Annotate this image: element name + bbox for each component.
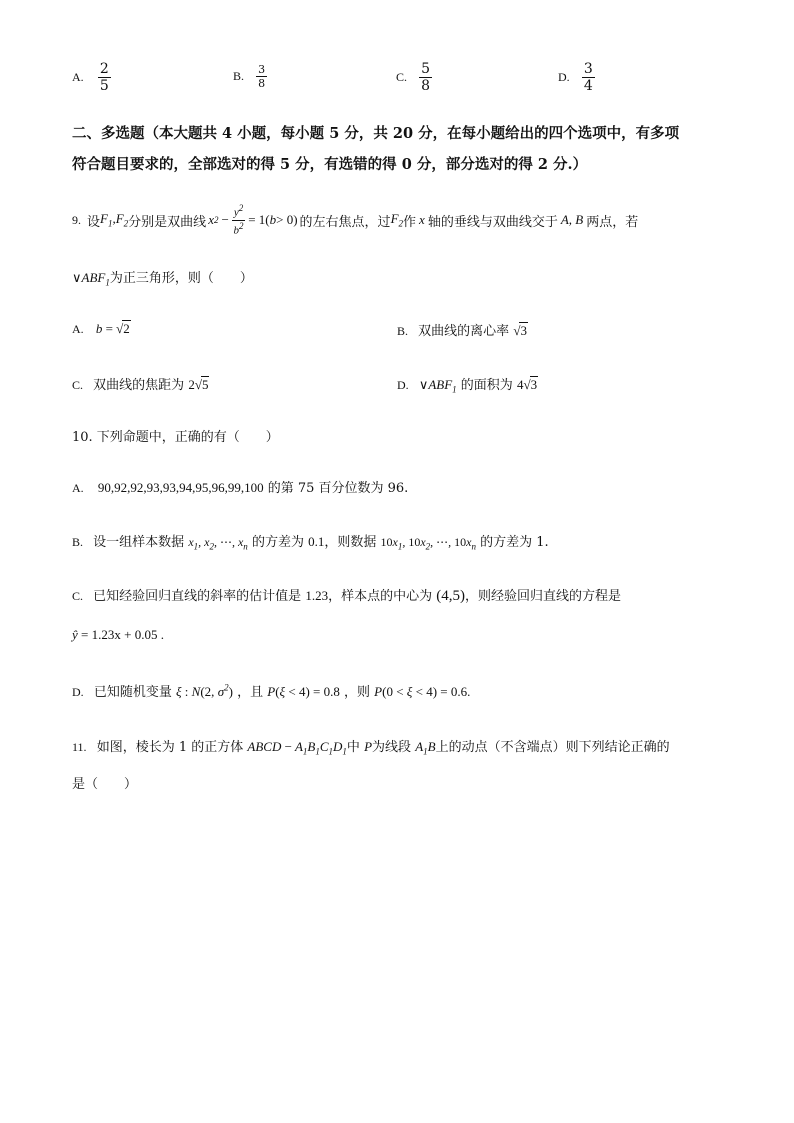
option-label: D. <box>72 685 84 699</box>
question-number: 9. <box>72 212 81 227</box>
option-text: 双曲线的焦距为 <box>93 378 185 393</box>
q11-stem-line2: 是（ ） <box>72 777 138 792</box>
denominator: 4 <box>583 78 593 94</box>
option-text: 设一组样本数据 <box>93 535 185 550</box>
option-text: 的方差为 1. <box>480 535 549 550</box>
q9-text: 作 <box>403 214 417 230</box>
option-text: ，样本点的中心为 <box>328 589 433 604</box>
option-text: 已知随机变量 <box>93 685 172 700</box>
q9-option-d <box>397 374 538 395</box>
option-text: 已知经验回归直线的斜率的估计值是 <box>93 589 302 604</box>
q11-text: 上的动点（不含端点）则下列结论正确的 <box>435 740 670 755</box>
option-text: 双曲线的离心率 <box>418 324 510 339</box>
option-label: B. <box>397 324 409 338</box>
q9-option-a <box>72 320 131 337</box>
option-label: C. <box>396 70 408 84</box>
q9-text: 的左右焦点，过 <box>299 214 391 230</box>
q9-stem-line2 <box>72 267 253 288</box>
option-text: ，则经验回归直线的方程是 <box>464 589 621 604</box>
denominator: 8 <box>421 78 431 94</box>
fraction <box>98 62 111 93</box>
option-label: A. <box>72 70 84 84</box>
q10-option-c <box>72 585 621 605</box>
q10-option-d: D. 已知随机变量 ξ : N(2, $\sigma^2$) ，且 P(ξ < 4) = 0.8 ，则 P(0 < ξ < 4) = 0.6. <box>72 682 471 700</box>
option-label: D. <box>558 70 570 84</box>
q8-option-d <box>558 62 595 93</box>
q10-option-a <box>72 477 408 496</box>
scaled-data: $10x_1$, $10x_2$, ⋯, $10x_n$ <box>380 535 476 552</box>
option-text: ，则 <box>344 685 371 700</box>
sample-data: $x_1$, $x_2$, ⋯, $x_n$ <box>188 535 248 552</box>
q9-text: 分别是双曲线 <box>128 214 207 230</box>
section-heading-line2: 符合题目要求的，全部选对的得 5 分，有选错的得 0 分，部分选对的得 2 分.） <box>72 156 588 173</box>
q11-text: 如图，棱长为 1 的正方体 <box>96 740 244 755</box>
center-point: (4,5) <box>436 588 465 604</box>
data-list: 90,92,92,93,93,94,95,96,99,100 <box>97 480 264 495</box>
slope-value: 1.23 <box>305 588 329 603</box>
numerator: 3 <box>258 63 266 76</box>
triangle-symbol: $\vee ABF_1$ <box>418 377 457 395</box>
section-heading-line1: 二、多选题（本大题共 4 小题，每小题 5 分，共 20 分，在每小题给出的四个选项中，有多项 <box>72 125 680 142</box>
option-math: 4√3 <box>516 377 538 392</box>
q11-stem-line1 <box>72 736 670 757</box>
q8-option-a <box>72 62 111 93</box>
q8-option-c <box>396 62 432 93</box>
option-math: 2√5 <box>188 377 209 392</box>
q11-text: 中 <box>346 740 360 755</box>
hyperbola-equation: x 2 − $\frac{y^2}{b^2}$ = 1( b > 0) <box>208 203 298 237</box>
q10-stem: 10. 下列命题中，正确的有（ ） <box>72 430 279 445</box>
q8-option-b <box>233 64 267 89</box>
cube-symbol: ABCD − $A_1B_1C_1D_1$ <box>247 739 347 757</box>
focus-symbol: $F_2$ <box>390 211 404 229</box>
denominator: 8 <box>258 77 266 90</box>
x-symbol: x <box>419 212 425 228</box>
numerator: 2 <box>99 61 109 77</box>
q9-option-b <box>397 320 528 339</box>
fraction <box>419 62 432 93</box>
q11-text: 为线段 <box>372 740 412 755</box>
q9-text: 为正三角形，则（ ） <box>109 271 253 286</box>
probability-given: P(ξ < 4) = 0.8 <box>267 684 340 699</box>
q10-option-c-equation <box>72 627 164 643</box>
foci-symbols: $F_1,F_2$ <box>100 211 129 229</box>
q9-stem-line1 <box>72 204 638 236</box>
probability-claim: P(0 < ξ < 4) = 0.6 <box>374 684 468 699</box>
option-label: D. <box>397 378 409 392</box>
segment-symbol: $A_1B$ <box>415 739 436 757</box>
option-text: ，且 <box>237 685 264 700</box>
random-variable: ξ : N(2, $\sigma^2$) <box>175 682 233 699</box>
q9-option-c <box>72 374 209 393</box>
option-label: B. <box>233 69 245 83</box>
numerator: 3 <box>583 61 593 77</box>
question-number: 11. <box>72 740 87 754</box>
point-p: P <box>364 739 373 754</box>
option-text: 的第 75 百分位数为 96. <box>263 481 409 496</box>
fraction <box>582 62 595 93</box>
q10-option-b <box>72 531 549 551</box>
option-math: b = √2 <box>95 321 130 336</box>
regression-equation: = 1.23x + 0.05 . <box>77 627 164 642</box>
numerator: 5 <box>421 61 431 77</box>
triangle-symbol: $\vee ABF_1$ <box>72 270 110 288</box>
option-text: ，则数据 <box>324 535 377 550</box>
points-symbol: A, B <box>560 212 584 228</box>
q9-text: 两点，若 <box>586 214 639 230</box>
option-text: 的面积为 <box>460 378 513 393</box>
option-label: C. <box>72 589 84 603</box>
option-math: √3 <box>513 323 527 338</box>
y-hat: ŷ <box>72 627 78 642</box>
option-label: A. <box>72 481 84 495</box>
option-label: A. <box>72 322 84 336</box>
q9-text: 轴的垂线与双曲线交于 <box>427 214 558 230</box>
fraction <box>256 64 267 89</box>
variance-value: 0.1 <box>308 534 325 549</box>
option-text: 的方差为 <box>251 535 304 550</box>
denominator: 5 <box>99 78 109 94</box>
q9-text: 设 <box>87 214 101 230</box>
option-label: C. <box>72 378 84 392</box>
option-label: B. <box>72 535 84 549</box>
